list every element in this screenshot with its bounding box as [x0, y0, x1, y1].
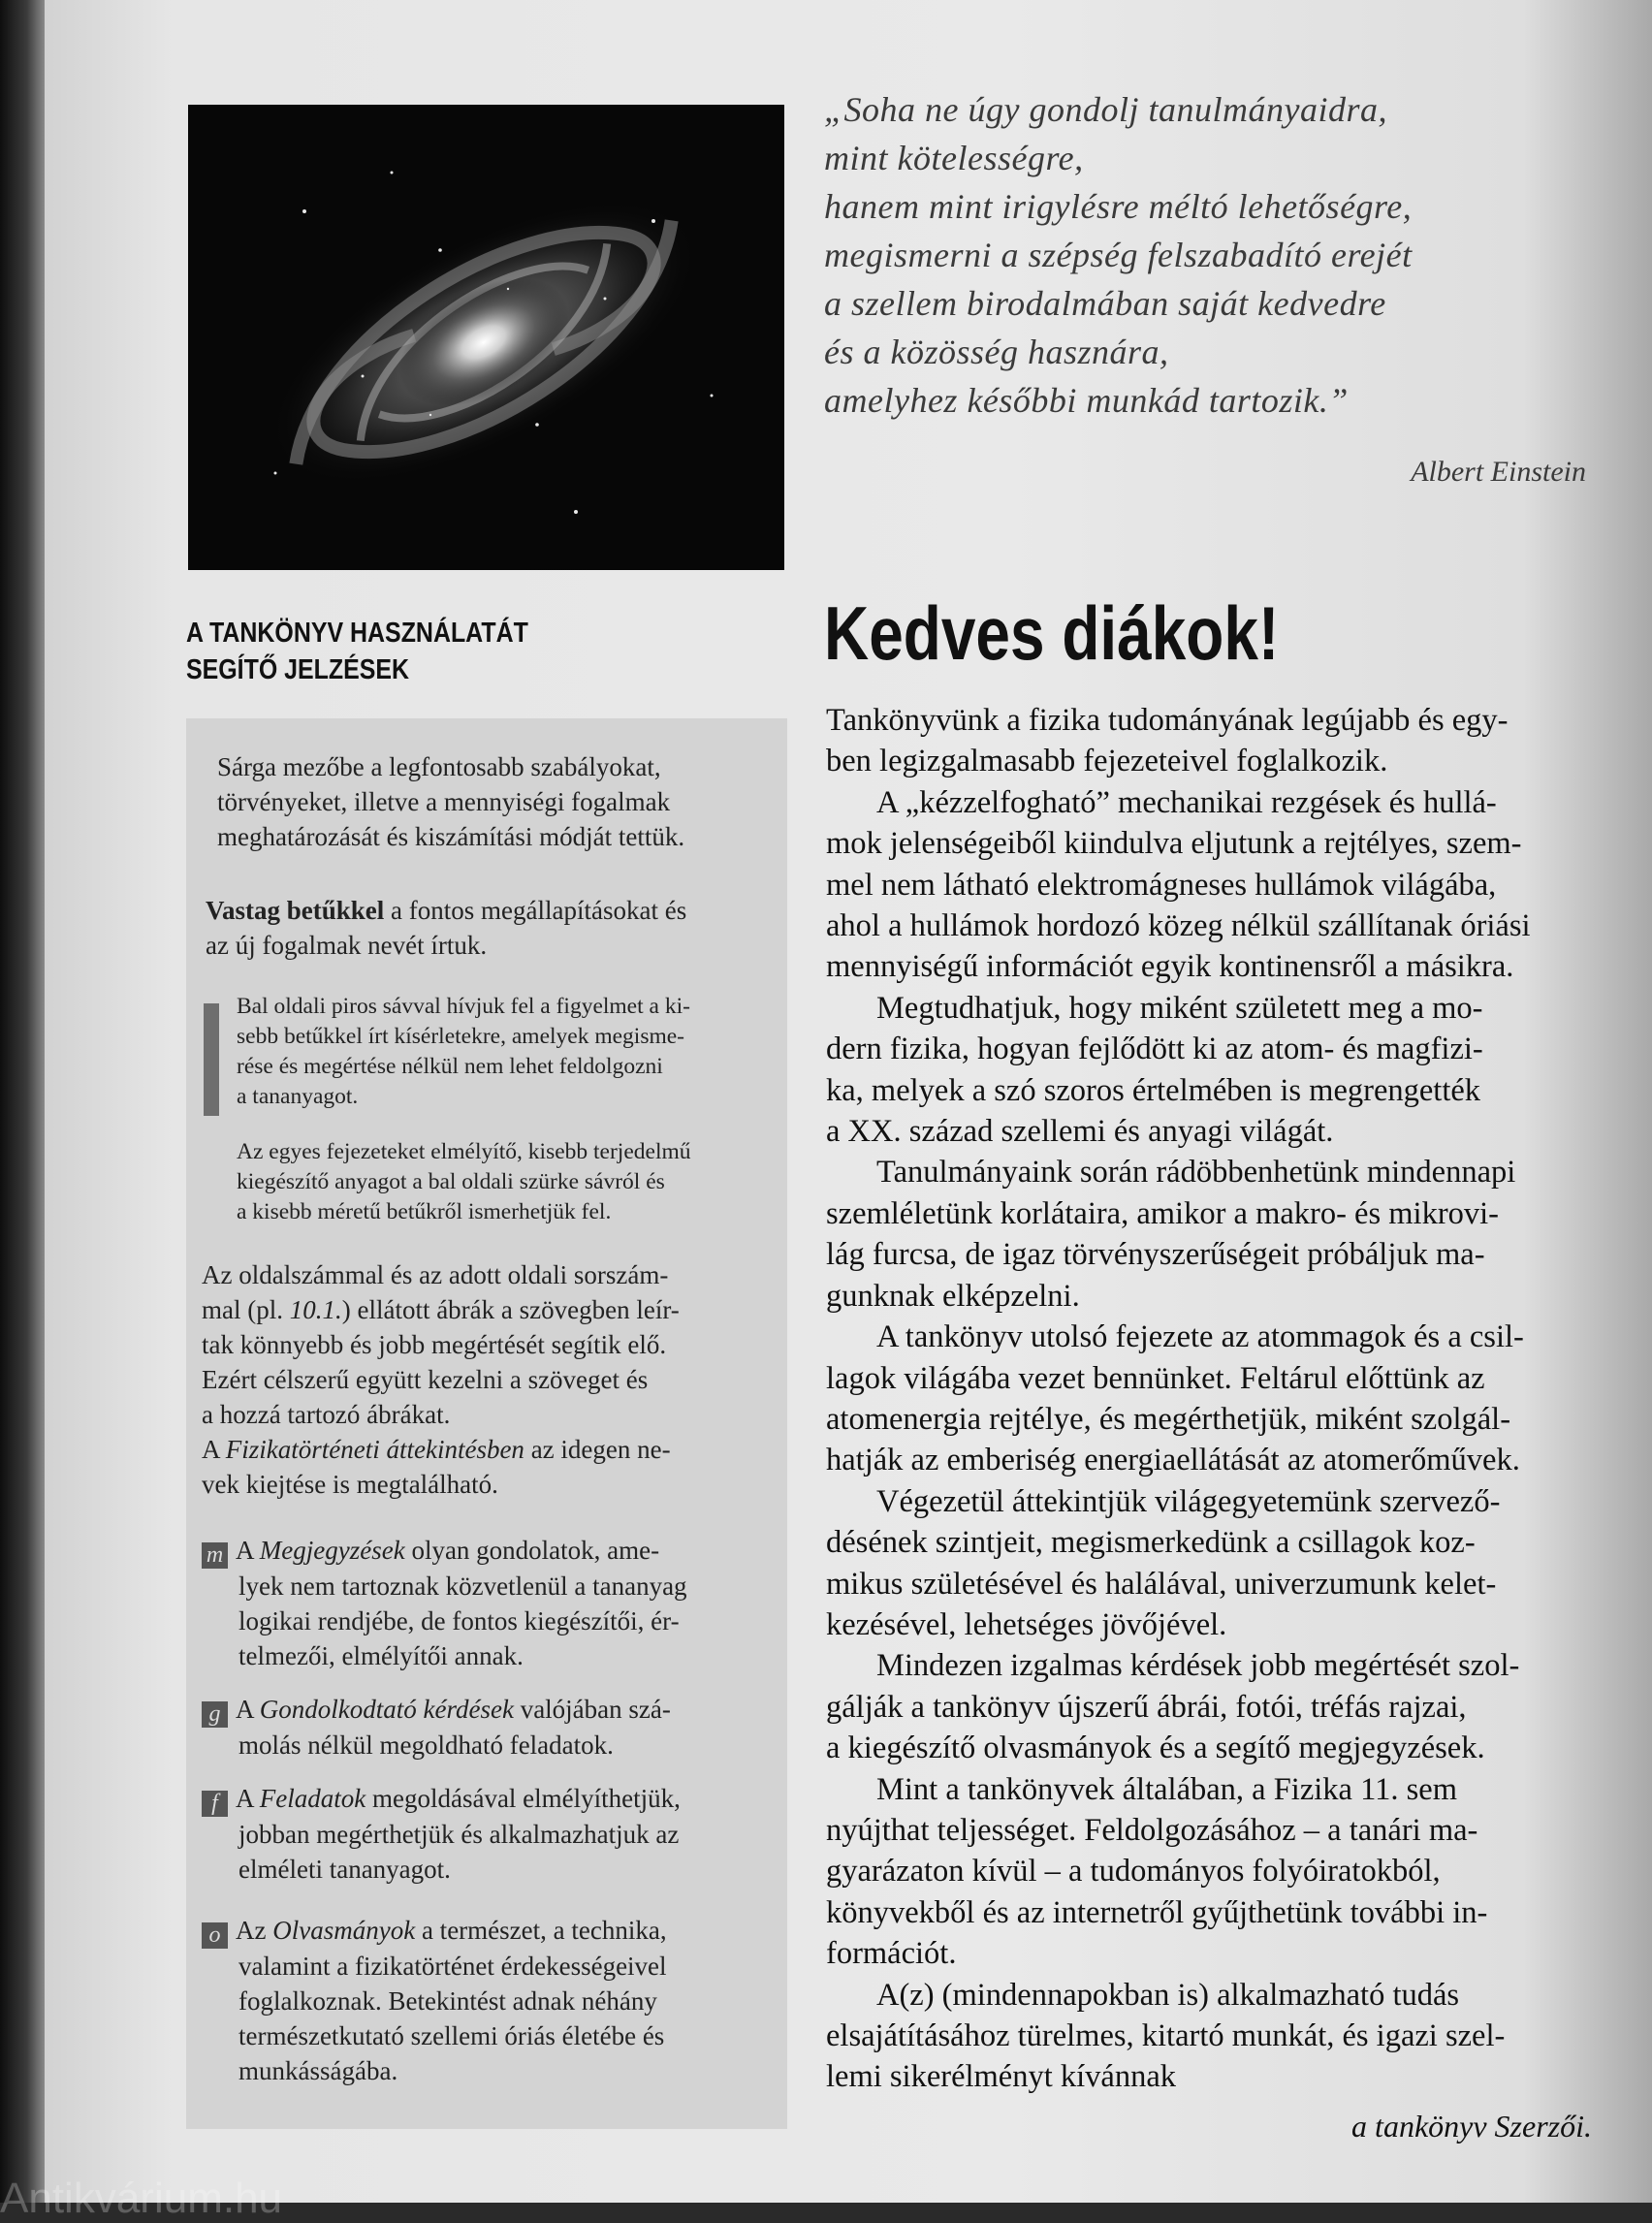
- text-span: a fontos megállapításokat és: [384, 896, 687, 925]
- text-line: désének szintjeit, megismerkedünk a csillagok koz-: [826, 1525, 1476, 1561]
- text-line: munkásságába.: [238, 2056, 398, 2085]
- text-line: ka, melyek a szó szoros értelmében is megrengették: [826, 1072, 1481, 1108]
- text-line: hatják az emberiség energiaellátását az atomerőművek.: [826, 1443, 1520, 1478]
- paragraph: [826, 988, 1602, 1153]
- paragraph: [826, 1481, 1602, 1646]
- legend-item-notes: [202, 1533, 769, 1673]
- text-span: A: [236, 1536, 260, 1565]
- page-title: Kedves diákok!: [824, 590, 1280, 676]
- galaxy-photo: [188, 105, 784, 570]
- sidebar-heading-line: SEGÍTŐ JELZÉSEK: [186, 654, 410, 685]
- italic-term: Olvasmányok: [272, 1916, 416, 1945]
- text-line: [202, 1292, 769, 1327]
- text-line: lagok világába vezet bennünket. Feltárul előttünk az: [826, 1360, 1485, 1396]
- grey-bar-note: [237, 1137, 804, 1227]
- red-bar-marker: [204, 1003, 219, 1116]
- text-line: mikus születésével és halálával, univerzumunk kelet-: [826, 1566, 1497, 1602]
- text-line: Bal oldali piros sávval hívjuk fel a figyelmet a ki-: [237, 994, 690, 1019]
- legend-item-questions: [202, 1692, 769, 1763]
- text-line: gunknak elképzelni.: [826, 1278, 1080, 1314]
- text-span: Az: [236, 1916, 273, 1945]
- legend-item-readings: [202, 1913, 769, 2088]
- text-line: a XX. század szellemi és anyagi világát.: [826, 1114, 1334, 1150]
- text-span: olyan gondolatok, ame-: [404, 1536, 660, 1565]
- watermark: Antikvárium.hu: [0, 2175, 283, 2222]
- text-span: megoldásával elmélyíthetjük,: [365, 1784, 681, 1813]
- bold-text-note: [206, 893, 773, 963]
- sidebar-heading-line: A TANKÖNYV HASZNÁLATÁT: [186, 618, 528, 649]
- questions-marker-icon: g: [202, 1701, 228, 1728]
- text-line: kiegészítő anyagot a bal oldali szürke sávról és: [237, 1169, 665, 1194]
- text-line: valamint a fizikatörténet érdekességeivel: [238, 1952, 667, 1981]
- text-line: Az oldalszámmal és az adott oldali sorszám-: [202, 1260, 669, 1289]
- quote-line: a szellem birodalmában saját kedvedre: [824, 284, 1386, 323]
- figure-note: [202, 1257, 769, 1502]
- text-line: Mindezen izgalmas kérdések jobb megértését szol-: [876, 1648, 1520, 1684]
- text-line: mel nem látható elektromágneses hullámok világába,: [826, 867, 1497, 903]
- text-span: A: [202, 1435, 226, 1464]
- quote-author: Albert Einstein: [1411, 456, 1586, 488]
- text-line: Megtudhatjuk, hogy miként született meg a mo-: [876, 990, 1483, 1026]
- text-line: A tankönyv utolsó fejezete az atommagok és a csil-: [876, 1319, 1524, 1355]
- text-span: ) ellátott ábrák a szövegben leír-: [341, 1295, 680, 1324]
- text-line: dern fizika, hogyan fejlődött ki az atom- és magfizi-: [826, 1032, 1483, 1067]
- text-line: gálják a tankönyv újszerű ábrái, fotói, tréfás rajzai,: [826, 1689, 1467, 1725]
- quote-line: amelyhez későbbi munkád tartozik.”: [824, 381, 1349, 420]
- text-line: mok jelenségeiből kiindulva eljutunk a rejtélyes, szem-: [826, 826, 1522, 862]
- readings-marker-icon: o: [202, 1922, 228, 1949]
- text-line: logikai rendjébe, de fontos kiegészítői, ér-: [238, 1606, 680, 1635]
- text-line: ahol a hullámok hordozó közeg nélkül szállítanak óriási: [826, 908, 1531, 944]
- text-line: sebb betűkkel írt kísérletekre, amelyek megisme-: [237, 1024, 685, 1049]
- text-line: szemléletünk korlátaira, amikor a makro- és mikrovi-: [826, 1195, 1499, 1231]
- text-line: elméleti tananyagot.: [238, 1855, 451, 1884]
- text-line: kezésével, lehetséges jövőjével.: [826, 1606, 1227, 1642]
- text-line: Tankönyvünk a fizika tudományának legújabb és egy-: [826, 703, 1509, 738]
- text-line: mennyiségű információt egyik kontinensről a másikra.: [826, 949, 1514, 985]
- text-line: a kiegészítő olvasmányok és a segítő megjegyzések.: [826, 1731, 1485, 1766]
- text-line: rése és megértése nélkül nem lehet feldolgozni: [237, 1054, 663, 1079]
- text-line: molás nélkül megoldható feladatok.: [238, 1731, 614, 1760]
- text-line: formációt.: [826, 1936, 957, 1972]
- text-line: meghatározását és kiszámítási módját tettük.: [217, 822, 685, 851]
- text-line: jobban megérthetjük és alkalmazhatjuk az: [238, 1820, 680, 1849]
- text-span: az idegen ne-: [524, 1435, 671, 1464]
- red-bar-note: [237, 992, 804, 1112]
- quote-line: hanem mint irigylésre méltó lehetőségre,: [824, 187, 1413, 226]
- text-line: gyarázaton kívül – a tudományos folyóiratokból,: [826, 1854, 1441, 1890]
- text-line: [202, 1533, 769, 1569]
- main-body-text: [826, 700, 1602, 2098]
- paragraph: [826, 1645, 1602, 1768]
- text-line: Végezetül áttekintjük világegyetemünk szervező-: [876, 1483, 1501, 1519]
- exercises-marker-icon: f: [202, 1791, 228, 1817]
- text-line: a hozzá tartozó ábrákat.: [202, 1400, 451, 1429]
- quote-line: megismerni a szépség felszabadító erejét: [824, 236, 1413, 274]
- text-line: vek kiejtése is megtalálható.: [202, 1470, 498, 1499]
- paragraph: [826, 1152, 1602, 1317]
- text-line: A(z) (mindennapokban is) alkalmazható tudás: [876, 1977, 1460, 2013]
- text-line: lág furcsa, de igaz törvényszerűségeit próbáljuk ma-: [826, 1237, 1485, 1273]
- figure-ref: 10.1.: [289, 1295, 342, 1324]
- text-line: könyvekből és az internetről gyűjthetünk további in-: [826, 1894, 1488, 1930]
- text-line: [202, 1781, 769, 1817]
- text-line: atomenergia rejtélye, és megérthetjük, miként szolgál-: [826, 1401, 1511, 1437]
- text-line: Tanulmányaink során rádöbbenhetünk mindennapi: [876, 1155, 1516, 1191]
- paragraph: [826, 700, 1602, 782]
- text-span: A: [236, 1695, 260, 1724]
- text-line: telmezői, elmélyítői annak.: [238, 1641, 524, 1670]
- text-line: lyek nem tartoznak közvetlenül a tananyag: [238, 1572, 687, 1601]
- sidebar-heading: [186, 615, 536, 688]
- bold-term: Vastag betűkkel: [206, 896, 385, 925]
- legend-box: [186, 718, 787, 2129]
- legend-item-exercises: [202, 1781, 769, 1887]
- text-line: Mint a tankönyvek általában, a Fizika 11. sem: [876, 1771, 1457, 1807]
- paragraph: [826, 1975, 1602, 2098]
- text-line: ben legizgalmasabb fejezeteivel foglalkozik.: [826, 744, 1388, 779]
- italic-term: Megjegyzések: [259, 1536, 405, 1565]
- text-span: A: [236, 1784, 260, 1813]
- text-line: Ezért célszerű együtt kezelni a szöveget és: [202, 1365, 649, 1394]
- text-line: természetkutató szellemi óriás életébe és: [238, 2021, 665, 2050]
- notes-marker-icon: m: [202, 1542, 228, 1569]
- text-line: tak könnyebb és jobb megértését segítik elő.: [202, 1330, 667, 1359]
- text-span: valójában szá-: [513, 1695, 671, 1724]
- yellow-field-note: [217, 749, 784, 854]
- text-line: Sárga mezőbe a legfontosabb szabályokat,: [217, 752, 661, 781]
- paragraph: [826, 1769, 1602, 1975]
- text-line: lemi sikerélményt kívánnak: [826, 2059, 1177, 2095]
- quote-line: és a közösség hasznára,: [824, 333, 1169, 371]
- text-span: mal (pl.: [202, 1295, 290, 1324]
- text-line: [202, 1432, 769, 1467]
- text-line: [202, 1692, 769, 1728]
- text-line: a tananyagot.: [237, 1084, 359, 1109]
- text-line: elsajátításához türelmes, kitartó munkát, és igazi szel-: [826, 2018, 1506, 2053]
- quote-line: „Soha ne úgy gondolj tanulmányaidra,: [824, 90, 1387, 129]
- text-line: törvényeket, illetve a mennyiségi fogalmak: [217, 787, 671, 816]
- text-span: a természet, a technika,: [415, 1916, 667, 1945]
- paragraph: [826, 782, 1602, 988]
- authors-signature: a tankönyv Szerzői.: [1351, 2109, 1592, 2144]
- italic-term: Feladatok: [259, 1784, 366, 1813]
- text-line: foglalkoznak. Betekintést adnak néhány: [238, 1986, 657, 2016]
- quote-line: mint kötelességre,: [824, 139, 1084, 177]
- book-spine: [0, 0, 45, 2203]
- text-line: A „kézzelfogható” mechanikai rezgések és hullá-: [876, 784, 1497, 820]
- paragraph: [826, 1317, 1602, 1481]
- text-line: [202, 1913, 769, 1949]
- italic-term: Gondolkodtató kérdések: [259, 1695, 514, 1724]
- text-line: az új fogalmak nevét írtuk.: [206, 931, 488, 960]
- text-line: Az egyes fejezeteket elmélyítő, kisebb terjedelmű: [237, 1139, 691, 1164]
- text-line: a kisebb méretű betűkről ismerhetjük fel.: [237, 1199, 612, 1224]
- einstein-quote: [824, 85, 1600, 425]
- text-line: nyújthat teljességet. Feldolgozásához – a tanári ma-: [826, 1812, 1478, 1848]
- italic-term: Fizikatörténeti áttekintésben: [225, 1435, 524, 1464]
- text-line: [206, 893, 773, 928]
